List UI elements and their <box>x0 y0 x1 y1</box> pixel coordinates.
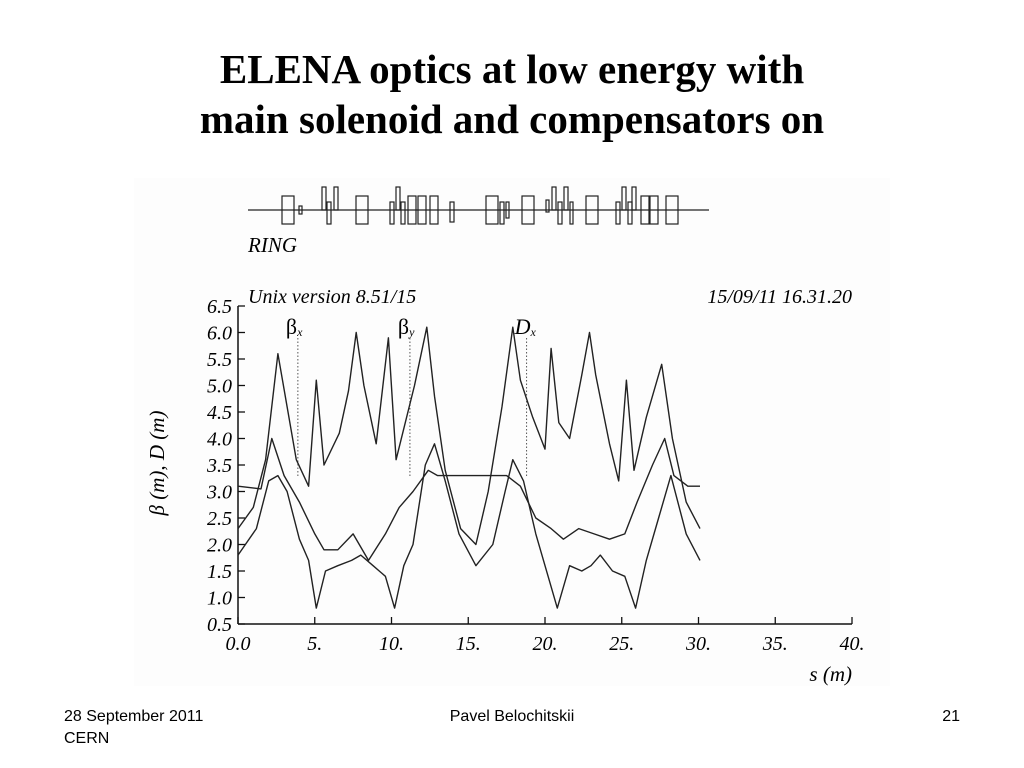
legend-subscript: x <box>530 325 536 339</box>
series-line-3 <box>238 439 700 561</box>
series-line-1 <box>238 327 700 544</box>
chart-header-right: 15/09/11 16.31.20 <box>707 286 852 308</box>
lattice-element <box>396 187 400 210</box>
lattice-element <box>564 187 568 210</box>
y-axis-label: β (m), D (m) <box>145 410 169 516</box>
slide-title-line-1: ELENA optics at low energy with <box>219 46 805 92</box>
legend-symbol: β <box>285 314 298 339</box>
legend-label <box>514 314 537 339</box>
x-tick-label: 40. <box>839 633 865 655</box>
series-line-2 <box>238 444 700 608</box>
y-tick-label: 4.0 <box>207 428 232 451</box>
chart-axes <box>238 306 852 624</box>
x-tick-label: 25. <box>609 633 635 655</box>
legend-label <box>286 314 303 339</box>
optics-chart <box>134 178 890 686</box>
x-tick-label: 15. <box>455 633 481 655</box>
lattice-element <box>632 187 636 210</box>
slide-title-line-2: main solenoid and compensators on <box>199 96 825 142</box>
legend-subscript: x <box>297 325 303 339</box>
lattice-element <box>558 202 562 224</box>
x-tick-label: 30. <box>686 633 711 655</box>
legend-label <box>398 314 415 339</box>
y-tick-label: 4.5 <box>207 402 232 424</box>
lattice-element <box>616 202 620 224</box>
y-tick-label: 0.5 <box>207 614 232 636</box>
lattice-element <box>390 202 394 224</box>
y-tick-label: 2.5 <box>207 508 232 530</box>
lattice-element <box>552 187 556 210</box>
footer-page-number: 21 <box>942 708 960 725</box>
y-tick-label: 5.5 <box>207 349 232 371</box>
y-tick-label: 3.5 <box>207 455 232 477</box>
lattice-element <box>322 187 326 210</box>
lattice-element <box>500 202 504 224</box>
y-tick-label: 3.0 <box>207 481 232 504</box>
lattice-element <box>450 202 454 222</box>
lattice-label: RING <box>248 233 297 257</box>
lattice-diagram <box>248 187 709 224</box>
legend-symbol: β <box>397 314 410 339</box>
lattice-element <box>622 187 626 210</box>
x-tick-label: 10. <box>379 633 404 655</box>
footer-date: 28 September 2011 <box>64 708 204 725</box>
lattice-element <box>334 187 338 210</box>
lattice-element <box>570 202 573 224</box>
x-axis-label: s (m) <box>809 662 852 686</box>
slide-title <box>0 44 1024 144</box>
lattice-element <box>401 202 405 224</box>
y-tick-label: 1.0 <box>207 587 232 610</box>
x-tick-label: 0.0 <box>225 633 251 655</box>
x-tick-label: 5. <box>307 633 323 655</box>
y-tick-label: 6.0 <box>207 322 232 345</box>
footer-author: Pavel Belochitskii <box>449 708 575 725</box>
chart-header-left: Unix version 8.51/15 <box>248 286 417 308</box>
legend-symbol: D <box>514 314 531 339</box>
y-tick-label: 6.5 <box>207 296 232 318</box>
y-tick-label: 1.5 <box>207 561 232 583</box>
legend-subscript: y <box>409 325 415 339</box>
y-tick-label: 5.0 <box>207 375 232 398</box>
y-tick-label: 2.0 <box>207 534 232 557</box>
x-tick-label: 35. <box>762 633 788 655</box>
x-tick-label: 20. <box>532 633 558 655</box>
footer-org: CERN <box>64 730 110 747</box>
lattice-element <box>327 202 331 224</box>
optics-figure <box>134 178 890 686</box>
